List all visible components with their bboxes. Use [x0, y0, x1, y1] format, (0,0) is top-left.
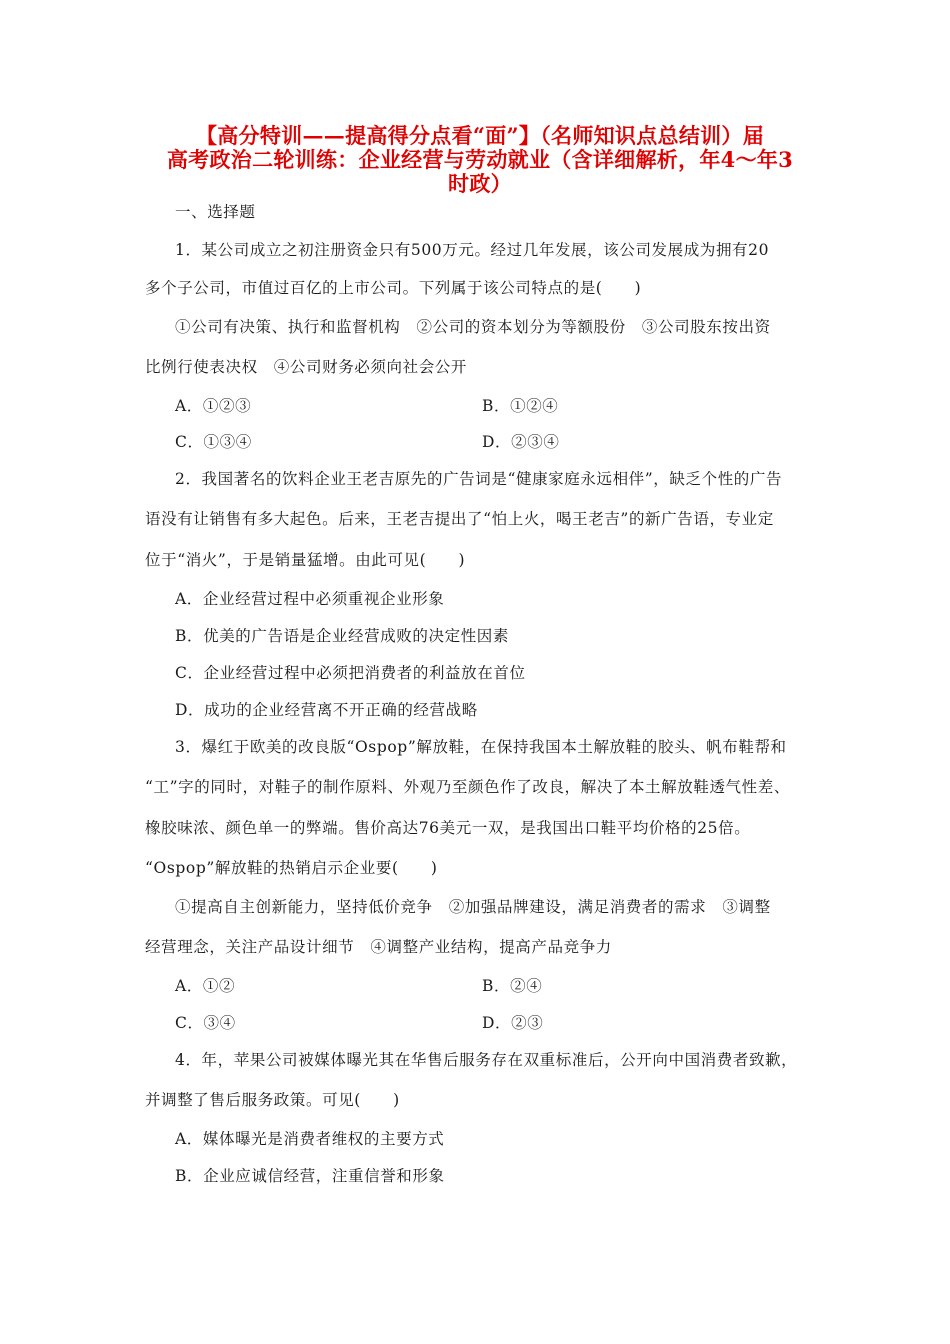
q3-stem-line-3: 橡胶味浓、颜色单一的弊端。售价高达76美元一双，是我国出口鞋平均价格的25倍。 — [145, 819, 751, 837]
q1-option-c: C．①③④ — [175, 433, 252, 451]
q2-option-c: C．企业经营过程中必须把消费者的利益放在首位 — [175, 664, 526, 682]
q3-option-b: B．②④ — [482, 977, 543, 995]
document-title — [140, 124, 820, 196]
q3-stem-line-2: “工”字的同时，对鞋子的制作原料、外观乃至颜色作了改良，解决了本土解放鞋透气性差、 — [145, 778, 790, 796]
q4-option-b: B．企业应诚信经营，注重信誉和形象 — [175, 1167, 445, 1185]
title-line-2: 高考政治二轮训练：企业经营与劳动就业（含详细解析，年4～年3 — [166, 147, 794, 172]
q2-stem-line-3: 位于“消火”，于是销量猛增。由此可见( ) — [145, 551, 466, 569]
q2-stem-line-1: 2．我国著名的饮料企业王老吉原先的广告词是“健康家庭永远相伴”，缺乏个性的广告 — [175, 470, 783, 488]
section-heading: 一、选择题 — [175, 203, 256, 221]
q3-option-d: D．②③ — [482, 1014, 544, 1032]
q2-option-a: A．企业经营过程中必须重视企业形象 — [175, 590, 445, 608]
q3-stem-line-1: 3．爆红于欧美的改良版“Ospop”解放鞋，在保持我国本土解放鞋的胶头、帆布鞋帮和 — [175, 738, 787, 756]
q1-option-b: B．①②④ — [482, 397, 559, 415]
q3-stem-line-4: “Ospop”解放鞋的热销启示企业要( ) — [145, 859, 438, 877]
q1-option-d: D．②③④ — [482, 433, 560, 451]
q4-stem-line-1: 4．年，苹果公司被媒体曝光其在华售后服务存在双重标准后，公开向中国消费者致歉， — [175, 1051, 798, 1069]
q3-option-c: C．③④ — [175, 1014, 236, 1032]
q1-statements-line-1: ①公司有决策、执行和监督机构 ②公司的资本划分为等额股份 ③公司股东按出资 — [175, 318, 771, 336]
q1-option-a: A．①②③ — [175, 397, 252, 415]
title-line-1: 【高分特训——提高得分点看“面”】（名师知识点总结训）届 — [195, 123, 765, 148]
q4-option-a: A．媒体曝光是消费者维权的主要方式 — [175, 1130, 445, 1148]
title-line-3: 时政） — [448, 171, 512, 196]
q2-stem-line-2: 语没有让销售有多大起色。后来，王老吉提出了“怕上火，喝王老吉”的新广告语，专业定 — [145, 510, 774, 528]
q3-option-a: A．①② — [175, 977, 236, 995]
q1-stem-line-1: 1．某公司成立之初注册资金只有500万元。经过几年发展，该公司发展成为拥有20 — [175, 241, 770, 259]
q2-option-b: B．优美的广告语是企业经营成败的决定性因素 — [175, 627, 509, 645]
q2-option-d: D．成功的企业经营离不开正确的经营战略 — [175, 701, 478, 719]
q4-stem-line-2: 并调整了售后服务政策。可见( ) — [145, 1091, 400, 1109]
q3-statements-line-2: 经营理念，关注产品设计细节 ④调整产业结构，提高产品竞争力 — [145, 938, 612, 956]
q3-statements-line-1: ①提高自主创新能力，坚持低价竞争 ②加强品牌建设，满足消费者的需求 ③调整 — [175, 898, 771, 916]
q1-statements-line-2: 比例行使表决权 ④公司财务必须向社会公开 — [145, 358, 468, 376]
q1-stem-line-2: 多个子公司，市值过百亿的上市公司。下列属于该公司特点的是( ) — [145, 279, 642, 297]
